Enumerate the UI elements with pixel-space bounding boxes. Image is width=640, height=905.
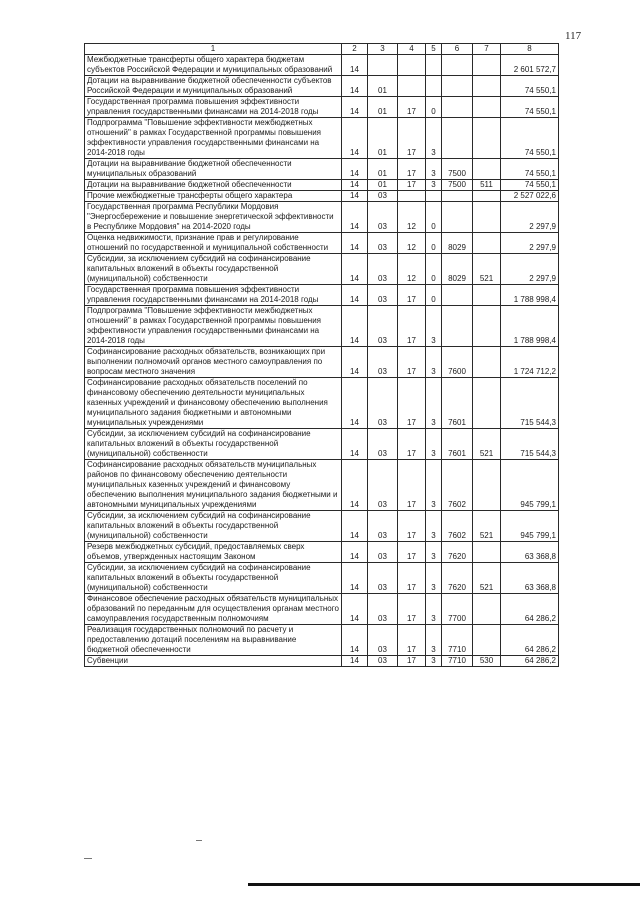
subsection-code-cell: 01 [368,118,398,159]
subsection-code-cell: 03 [368,460,398,511]
section-code-cell: 14 [342,429,368,460]
subsection-code-cell: 03 [368,563,398,594]
subsection-code-cell: 03 [368,202,398,233]
expense-type-cell [473,202,501,233]
section-code-cell: 14 [342,594,368,625]
expense-type-cell: 511 [473,180,501,191]
subprogram-code-cell: 0 [426,233,442,254]
row-name-cell: Государственная программа Республики Мордовия "Энергосбережение и повышение энергетической эффективности в Республике Мордовия" на 2014-2020 годы [85,202,342,233]
expense-type-cell [473,594,501,625]
table-row [85,347,559,378]
amount-cell: 74 550,1 [501,76,559,97]
row-name-cell: Софинансирование расходных обязательств муниципальных районов по финансовому обеспечению деятельности муниципальных казенных учреждений и финансовому обеспечению выполнения муниципального задания бюджетными и автономными муниципальных учреждениями [85,460,342,511]
amount-cell: 2 527 022,6 [501,191,559,202]
expense-type-cell [473,159,501,180]
subprogram-code-cell: 3 [426,656,442,667]
program-code-cell: 17 [398,563,426,594]
row-name-cell: Субсидии, за исключением субсидий на софинансирование капитальных вложений в объекты государственной (муниципальной) собственности [85,563,342,594]
program-code-cell: 17 [398,285,426,306]
row-name-cell: Дотации на выравнивание бюджетной обеспеченности муниципальных образований [85,159,342,180]
program-code-cell [398,55,426,76]
table-row [85,594,559,625]
target-code-cell: 7500 [442,159,473,180]
subprogram-code-cell: 3 [426,306,442,347]
subprogram-code-cell: 3 [426,594,442,625]
amount-cell: 945 799,1 [501,511,559,542]
row-name-cell: Резерв межбюджетных субсидий, предоставляемых сверх объемов, утвержденных настоящим Законом [85,542,342,563]
section-code-cell: 14 [342,347,368,378]
column-header: 7 [473,44,501,55]
amount-cell: 63 368,8 [501,563,559,594]
target-code-cell [442,118,473,159]
subsection-code-cell: 01 [368,180,398,191]
section-code-cell: 14 [342,76,368,97]
target-code-cell: 7602 [442,460,473,511]
subprogram-code-cell: 3 [426,460,442,511]
subprogram-code-cell: 3 [426,511,442,542]
expense-type-cell [473,55,501,76]
program-code-cell: 17 [398,306,426,347]
row-name-cell: Межбюджетные трансферты общего характера бюджетам субъектов Российской Федерации и муниципальных образований [85,55,342,76]
target-code-cell: 8029 [442,233,473,254]
subprogram-code-cell [426,55,442,76]
row-name-cell: Софинансирование расходных обязательств поселений по финансовому обеспечению деятельности муниципальных казенных учреждений и финансовому обеспечению выполнения муниципального задания бюджетными и автономными муниципальных учреждениями [85,378,342,429]
target-code-cell: 7620 [442,563,473,594]
program-code-cell: 12 [398,202,426,233]
program-code-cell: 17 [398,180,426,191]
section-code-cell: 14 [342,563,368,594]
amount-cell: 64 286,2 [501,594,559,625]
row-name-cell: Государственная программа повышения эффективности управления государственными финансами на 2014-2018 годы [85,97,342,118]
program-code-cell: 17 [398,594,426,625]
table-row [85,97,559,118]
expense-type-cell [473,542,501,563]
section-code-cell: 14 [342,180,368,191]
subprogram-code-cell: 3 [426,347,442,378]
amount-cell: 64 286,2 [501,625,559,656]
expense-type-cell [473,97,501,118]
target-code-cell [442,306,473,347]
expense-type-cell [473,378,501,429]
target-code-cell: 7600 [442,347,473,378]
section-code-cell: 14 [342,191,368,202]
row-name-cell: Финансовое обеспечение расходных обязательств муниципальных образований по переданным для осуществления органам местного самоуправления государственным полномочиям [85,594,342,625]
section-code-cell: 14 [342,625,368,656]
scan-artifact [84,858,92,859]
expense-type-cell: 521 [473,563,501,594]
subprogram-code-cell: 0 [426,254,442,285]
subsection-code-cell: 01 [368,97,398,118]
program-code-cell: 17 [398,429,426,460]
subsection-code-cell: 01 [368,159,398,180]
table-row [85,285,559,306]
column-header: 3 [368,44,398,55]
table-row [85,460,559,511]
program-code-cell: 17 [398,118,426,159]
amount-cell: 1 724 712,2 [501,347,559,378]
program-code-cell: 12 [398,233,426,254]
section-code-cell: 14 [342,202,368,233]
row-name-cell: Прочие межбюджетные трансферты общего характера [85,191,342,202]
row-name-cell: Государственная программа повышения эффективности управления государственными финансами на 2014-2018 годы [85,285,342,306]
program-code-cell [398,76,426,97]
subprogram-code-cell: 3 [426,378,442,429]
subprogram-code-cell: 0 [426,202,442,233]
subprogram-code-cell [426,191,442,202]
subprogram-code-cell: 0 [426,285,442,306]
expense-type-cell [473,625,501,656]
table-row [85,306,559,347]
section-code-cell: 14 [342,511,368,542]
column-header: 4 [398,44,426,55]
section-code-cell: 14 [342,55,368,76]
row-name-cell: Подпрограмма "Повышение эффективности межбюджетных отношений" в рамках Государственной программы повышения эффективности управления государственными финансами на 2014-2018 годы [85,306,342,347]
subsection-code-cell: 03 [368,191,398,202]
program-code-cell: 17 [398,378,426,429]
subsection-code-cell: 03 [368,429,398,460]
subprogram-code-cell: 3 [426,180,442,191]
program-code-cell: 17 [398,511,426,542]
budget-table [84,43,559,667]
section-code-cell: 14 [342,378,368,429]
table-row [85,180,559,191]
amount-cell: 2 297,9 [501,202,559,233]
target-code-cell [442,97,473,118]
subprogram-code-cell: 3 [426,429,442,460]
amount-cell: 2 297,9 [501,233,559,254]
expense-type-cell [473,191,501,202]
expense-type-cell: 521 [473,254,501,285]
section-code-cell: 14 [342,233,368,254]
amount-cell: 1 788 998,4 [501,306,559,347]
expense-type-cell [473,285,501,306]
row-name-cell: Субвенции [85,656,342,667]
table-row [85,254,559,285]
column-header: 5 [426,44,442,55]
table-row [85,55,559,76]
subsection-code-cell: 03 [368,233,398,254]
amount-cell: 1 788 998,4 [501,285,559,306]
row-name-cell: Дотации на выравнивание бюджетной обеспеченности [85,180,342,191]
subprogram-code-cell [426,76,442,97]
amount-cell: 945 799,1 [501,460,559,511]
subsection-code-cell [368,55,398,76]
amount-cell: 64 286,2 [501,656,559,667]
target-code-cell: 7500 [442,180,473,191]
target-code-cell [442,55,473,76]
target-code-cell: 7601 [442,378,473,429]
table-body [85,55,559,667]
amount-cell: 74 550,1 [501,97,559,118]
table-row [85,429,559,460]
section-code-cell: 14 [342,159,368,180]
program-code-cell: 17 [398,625,426,656]
program-code-cell: 17 [398,542,426,563]
subsection-code-cell: 03 [368,625,398,656]
section-code-cell: 14 [342,542,368,563]
amount-cell: 2 297,9 [501,254,559,285]
program-code-cell: 12 [398,254,426,285]
column-header: 6 [442,44,473,55]
subprogram-code-cell: 0 [426,97,442,118]
section-code-cell: 14 [342,285,368,306]
table-row [85,542,559,563]
target-code-cell [442,285,473,306]
subprogram-code-cell: 3 [426,542,442,563]
subsection-code-cell: 03 [368,511,398,542]
subprogram-code-cell: 3 [426,159,442,180]
amount-cell: 715 544,3 [501,378,559,429]
program-code-cell: 17 [398,159,426,180]
row-name-cell: Подпрограмма "Повышение эффективности межбюджетных отношений" в рамках Государственной программы повышения эффективности управления государственными финансами на 2014-2018 годы [85,118,342,159]
table-row [85,656,559,667]
section-code-cell: 14 [342,118,368,159]
program-code-cell: 17 [398,656,426,667]
section-code-cell: 14 [342,656,368,667]
subsection-code-cell: 03 [368,378,398,429]
table-row [85,625,559,656]
program-code-cell: 17 [398,460,426,511]
amount-cell: 715 544,3 [501,429,559,460]
expense-type-cell [473,76,501,97]
table-header-row [85,44,559,55]
program-code-cell [398,191,426,202]
target-code-cell: 7620 [442,542,473,563]
amount-cell: 74 550,1 [501,180,559,191]
table-row [85,191,559,202]
expense-type-cell [473,118,501,159]
table-row [85,378,559,429]
section-code-cell: 14 [342,97,368,118]
target-code-cell: 7601 [442,429,473,460]
subprogram-code-cell: 3 [426,118,442,159]
subsection-code-cell: 03 [368,347,398,378]
expense-type-cell [473,347,501,378]
amount-cell: 2 601 572,7 [501,55,559,76]
table-row [85,511,559,542]
section-code-cell: 14 [342,306,368,347]
target-code-cell [442,76,473,97]
page-number: 117 [565,30,582,42]
subsection-code-cell: 03 [368,542,398,563]
amount-cell: 63 368,8 [501,542,559,563]
row-name-cell: Оценка недвижимости, признание прав и регулирование отношений по государственной и муниципальной собственности [85,233,342,254]
target-code-cell: 7700 [442,594,473,625]
program-code-cell: 17 [398,347,426,378]
table-row [85,76,559,97]
table-row [85,118,559,159]
program-code-cell: 17 [398,97,426,118]
target-code-cell: 8029 [442,254,473,285]
target-code-cell: 7710 [442,625,473,656]
expense-type-cell [473,233,501,254]
table-row [85,563,559,594]
target-code-cell: 7710 [442,656,473,667]
row-name-cell: Реализация государственных полномочий по расчету и предоставлению дотаций поселениям на выравнивание бюджетной обеспеченности [85,625,342,656]
column-header: 8 [501,44,559,55]
section-code-cell: 14 [342,254,368,285]
column-header: 2 [342,44,368,55]
scan-edge-line [248,883,640,886]
expense-type-cell: 521 [473,429,501,460]
row-name-cell: Софинансирование расходных обязательств, возникающих при выполнении полномочий органов местного самоуправления по вопросам местного значения [85,347,342,378]
expense-type-cell: 530 [473,656,501,667]
expense-type-cell [473,306,501,347]
table-row [85,159,559,180]
expense-type-cell: 521 [473,511,501,542]
target-code-cell [442,202,473,233]
subprogram-code-cell: 3 [426,563,442,594]
row-name-cell: Субсидии, за исключением субсидий на софинансирование капитальных вложений в объекты государственной (муниципальной) собственности [85,254,342,285]
expense-type-cell [473,460,501,511]
subsection-code-cell: 03 [368,594,398,625]
subsection-code-cell: 01 [368,76,398,97]
row-name-cell: Субсидии, за исключением субсидий на софинансирование капитальных вложений в объекты государственной (муниципальной) собственности [85,511,342,542]
section-code-cell: 14 [342,460,368,511]
scan-artifact [196,840,202,841]
row-name-cell: Дотации на выравнивание бюджетной обеспеченности субъектов Российской Федерации и муниципальных образований [85,76,342,97]
subprogram-code-cell: 3 [426,625,442,656]
table-row [85,233,559,254]
target-code-cell [442,191,473,202]
table-row [85,202,559,233]
amount-cell: 74 550,1 [501,118,559,159]
subsection-code-cell: 03 [368,306,398,347]
amount-cell: 74 550,1 [501,159,559,180]
subsection-code-cell: 03 [368,254,398,285]
row-name-cell: Субсидии, за исключением субсидий на софинансирование капитальных вложений в объекты государственной (муниципальной) собственности [85,429,342,460]
column-header: 1 [85,44,342,55]
subsection-code-cell: 03 [368,656,398,667]
subsection-code-cell: 03 [368,285,398,306]
target-code-cell: 7602 [442,511,473,542]
